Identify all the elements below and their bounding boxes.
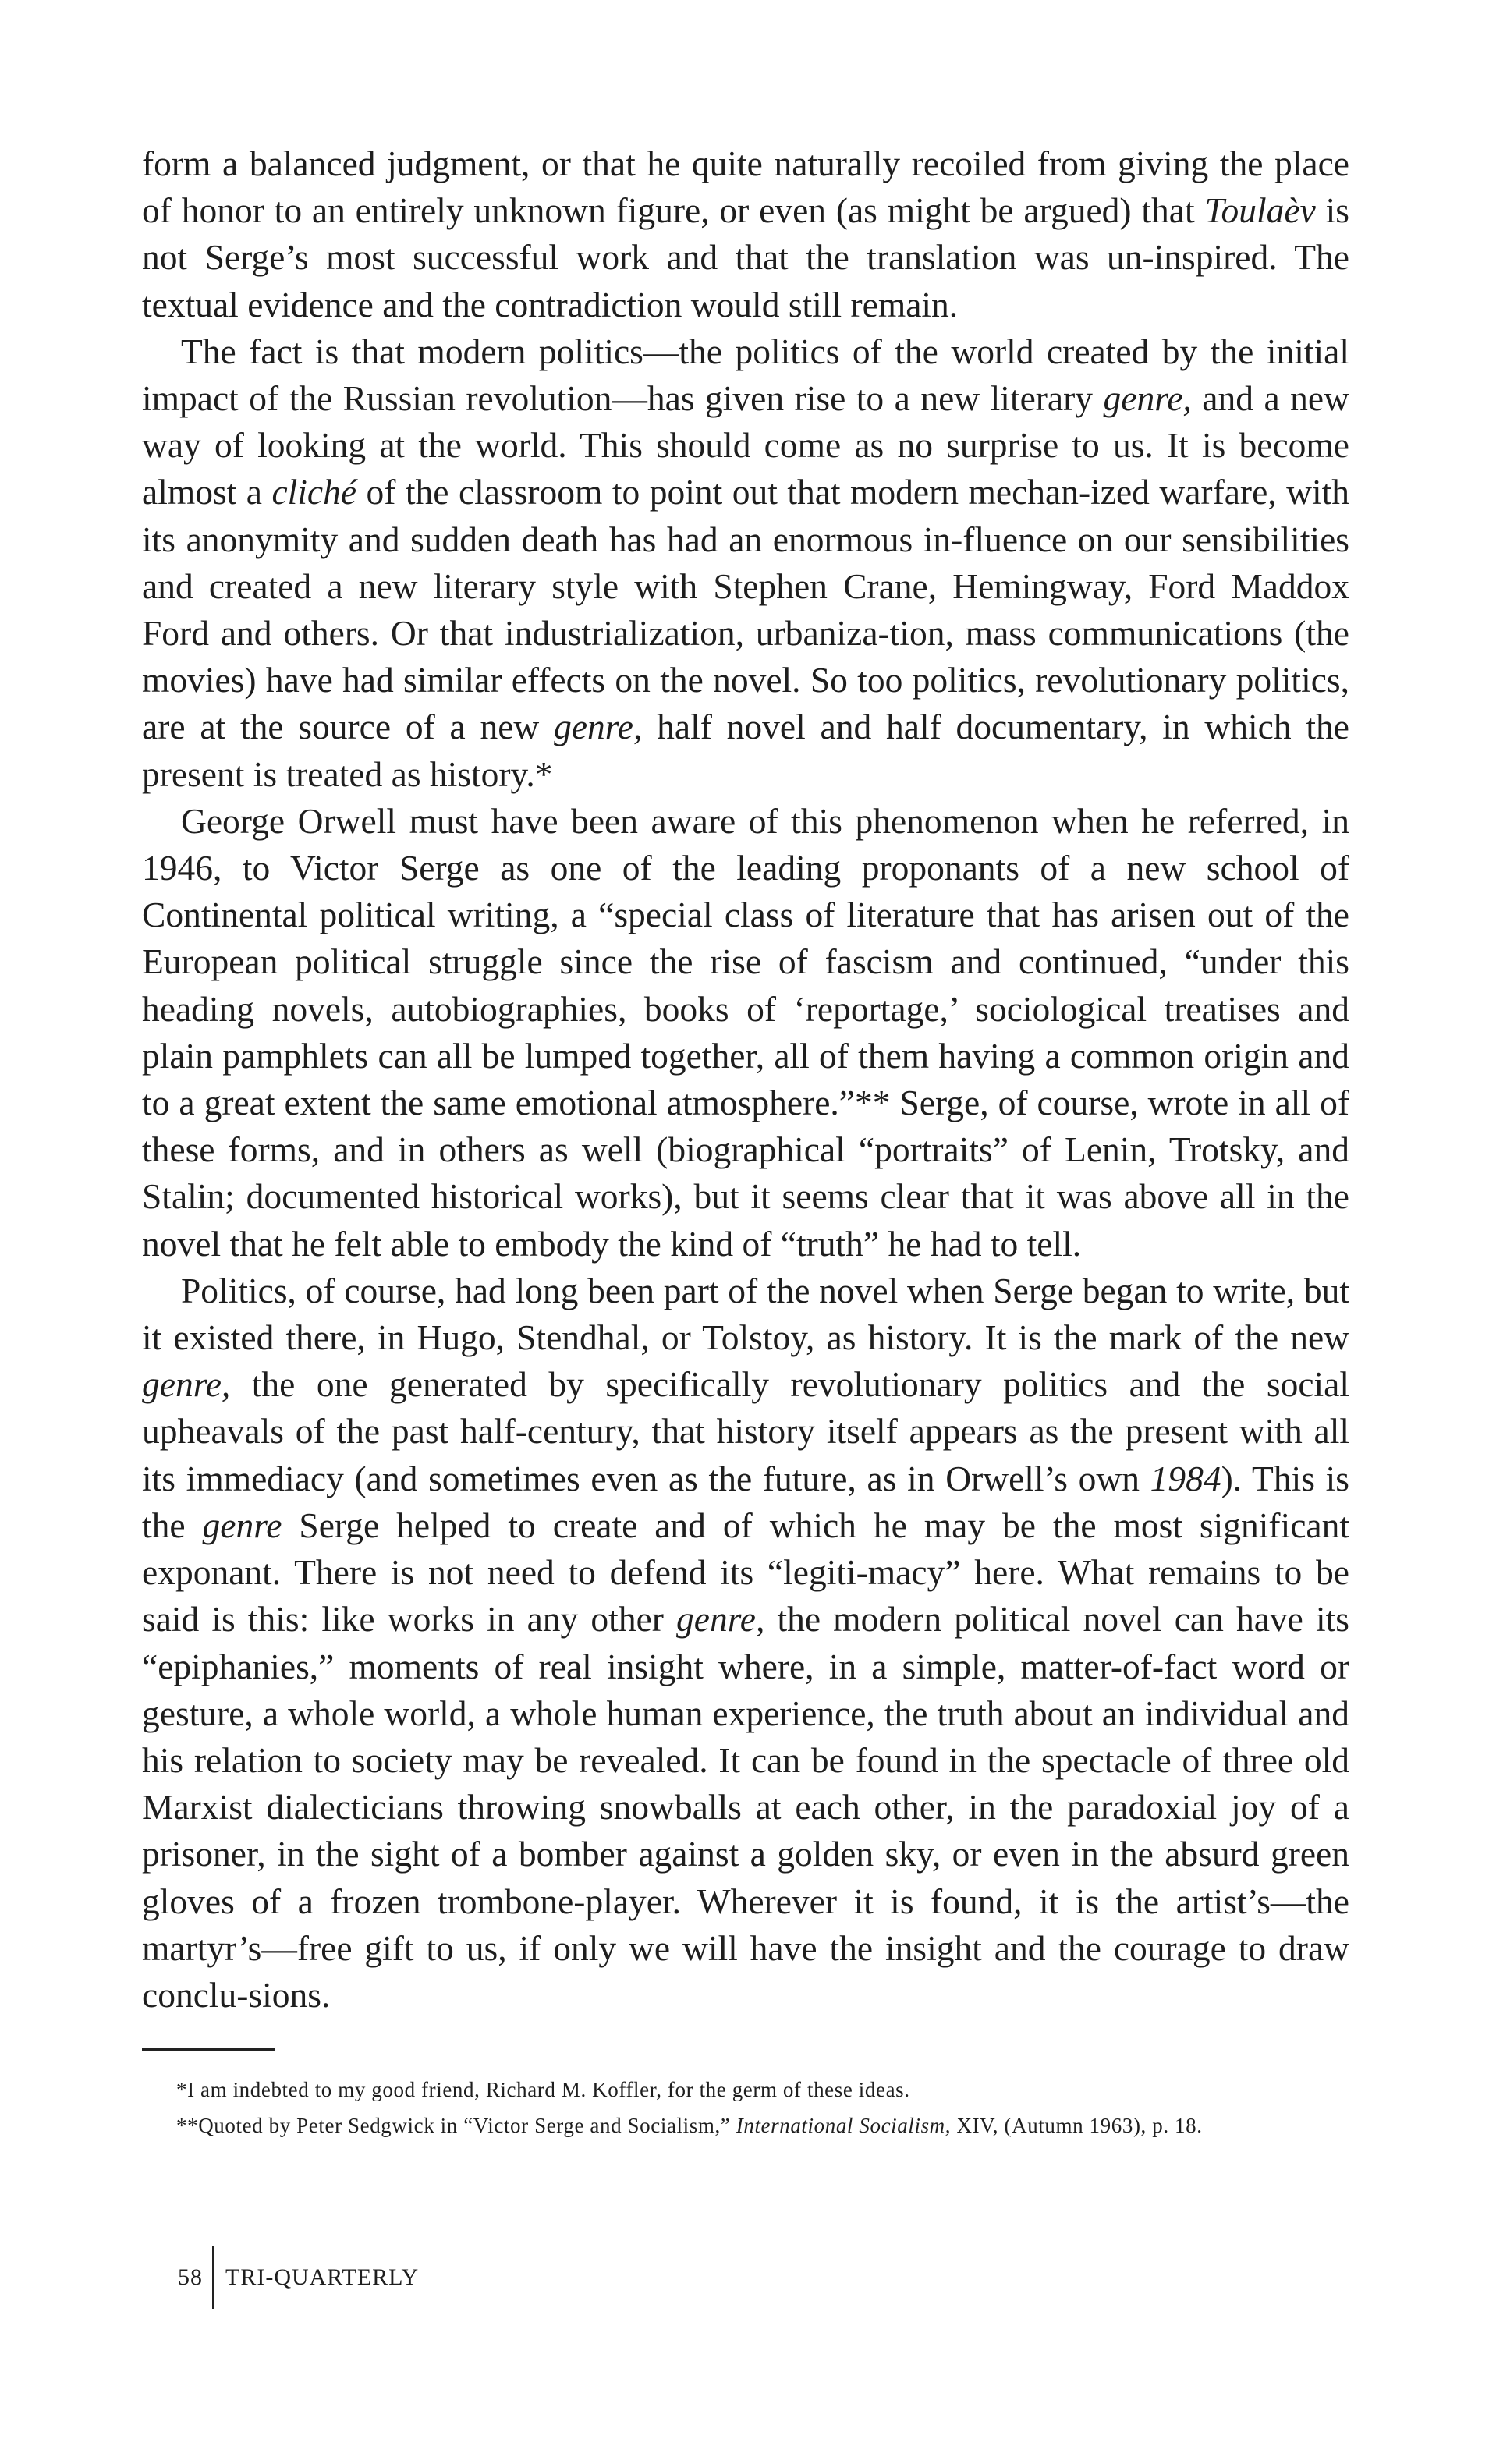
text-run: half novel and half documentary, in which the present is treated as history.* <box>142 707 1349 794</box>
italic-text: International Socialism, <box>736 2114 952 2138</box>
text-run: George Orwell must have been aware of this phenomenon when he referred, in 1946, to Victor Serge as one of the leading proponants of a new school of Continental political writing, a “special class of literature that has arisen out of the European political struggle since the rise of fascism and continued, “under this heading novels, autobiographies, books of ‘reportage,’ sociological treatises and plain pamphlets can all be lumped together, all of them having a common origin and to a great extent the same emotional atmosphere.”** Serge, of course, wrote in all of these forms, and in others as well (biographical “portraits” of Lenin, Trotsky, and Stalin; documented historical works), but it seems clear that it was above all in the novel that he felt able to embody the kind of “truth” he had to tell. <box>142 800 1349 1264</box>
text-run: ). This is the <box>142 1458 1349 1545</box>
italic-text: Toulaèv <box>1204 190 1316 231</box>
italic-text: genre <box>202 1505 282 1545</box>
text-run: the modern political novel can have its “epiphanies,” moments of real insight where, in a simple, matter-of-fact word or gesture, a whole world, a whole human experience, the truth about an individual and his relation to society may be revealed. It can be found in the spectacle of three old Marxist dialecticians throwing snowballs at each other, in the paradoxial joy of a prisoner, in the sight of a bomber against a golden sky, or even in the absurd green gloves of a frozen trombone-player. Wherever it is found, it is the artist’s—the martyr’s—free gift to us, if only we will have the insight and the courage to draw conclu-sions. <box>142 1599 1349 2015</box>
paragraph <box>142 798 1349 1267</box>
text-run: of the classroom to point out that modern mechan-ized warfare, with its anonymity and sudden death has had an enormous in-fluence on our sensibilities and created a new literary style with Stephen Crane, Hemingway, Ford Maddox Ford and others. Or that industrialization, urbaniza-tion, mass communications (the movies) have had similar effects on the novel. So too politics, revolutionary politics, are at the source of a new <box>142 472 1349 747</box>
text-run: is not Serge’s most successful work and that the translation was un-inspired. The textual evidence and the contradiction would still remain. <box>142 190 1349 324</box>
italic-text: cliché <box>271 472 357 512</box>
text-run: the one generated by specifically revolutionary politics and the social upheavals of the past half-century, that history itself appears as the present with all its immediacy (and sometimes even as the future, as in Orwell’s own <box>142 1364 1349 1498</box>
italic-text: genre, <box>1103 378 1192 419</box>
italic-text: genre, <box>142 1364 231 1405</box>
text-run: Politics, of course, had long been part of the novel when Serge began to write, but it existed there, in Hugo, Stendhal, or Tolstoy, as history. It is the mark of the new <box>142 1270 1349 1358</box>
text-run: *I am indebted to my good friend, Richard M. Koffler, for the germ of these ideas. <box>176 2078 910 2102</box>
italic-text: genre, <box>676 1599 765 1640</box>
footnote <box>142 2110 1349 2141</box>
paragraph <box>142 328 1349 798</box>
paragraph <box>142 1267 1349 2019</box>
folio <box>178 2246 419 2309</box>
text-run: **Quoted by Peter Sedgwick in “Victor Serge and Socialism,” <box>176 2114 736 2138</box>
footnote-rule <box>142 2048 275 2051</box>
footnotes <box>142 2074 1349 2141</box>
page-body <box>142 140 1349 2146</box>
text-run: and a new way of looking at the world. This should come as no surprise to us. It is become almost a <box>142 378 1349 512</box>
footnote <box>142 2074 1349 2105</box>
italic-text: 1984 <box>1150 1458 1221 1498</box>
page-number: 58 <box>178 2264 203 2290</box>
body-text <box>142 140 1349 2019</box>
text-run: The fact is that modern politics—the politics of the world created by the initial impact of the Russian revolution—has given rise to a new literary <box>142 331 1349 419</box>
italic-text: genre, <box>554 707 643 747</box>
folio-divider <box>212 2246 214 2309</box>
text-run: Serge helped to create and of which he may be the most significant exponant. There is not need to defend its “legiti-macy” here. What remains to be said is this: like works in any other <box>142 1505 1349 1640</box>
text-run: form a balanced judgment, or that he quite naturally recoiled from giving the place of honor to an entirely unknown figure, or even (as might be argued) that <box>142 144 1349 231</box>
journal-title: TRI-QUARTERLY <box>225 2264 420 2290</box>
paragraph <box>142 140 1349 328</box>
text-run: XIV, (Autumn 1963), p. 18. <box>951 2114 1203 2138</box>
